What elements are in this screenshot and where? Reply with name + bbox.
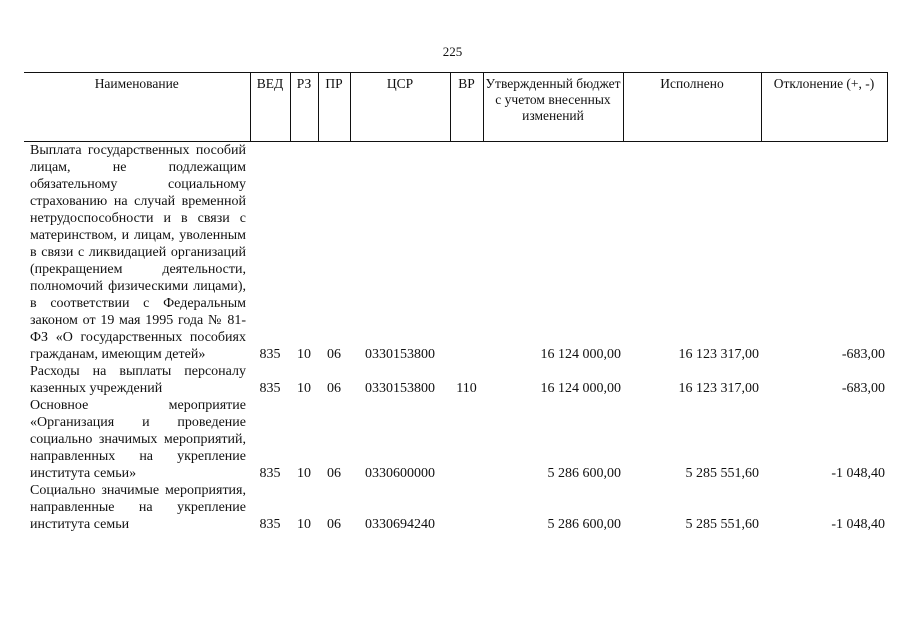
table-row [24, 142, 887, 364]
row-executed: 16 123 317,00 [678, 381, 759, 396]
table-header-row [24, 73, 887, 142]
row-ved: 835 [259, 381, 281, 396]
header-executed: Исполнено [623, 73, 761, 142]
table-row [24, 363, 887, 397]
row-csr: 0330600000 [365, 466, 435, 481]
header-ved: ВЕД [250, 73, 290, 142]
header-rz: РЗ [290, 73, 318, 142]
header-name: Наименование [24, 73, 250, 142]
row-pr: 06 [327, 517, 341, 532]
row-vr [450, 397, 483, 482]
row-name: Социально значимые мероприятия, направленные на укрепление института семьи [30, 483, 246, 532]
row-approved: 16 124 000,00 [540, 347, 621, 362]
row-csr: 0330153800 [365, 381, 435, 396]
row-name: Основное мероприятие «Организация и проведение социально значимых мероприятий, направленных на укрепление института семьи» [30, 398, 246, 481]
row-approved: 5 286 600,00 [547, 517, 621, 532]
row-ved: 835 [259, 517, 281, 532]
row-deviation: -1 048,40 [831, 517, 885, 532]
row-executed: 5 285 551,60 [685, 517, 759, 532]
row-approved: 16 124 000,00 [540, 381, 621, 396]
row-approved: 5 286 600,00 [547, 466, 621, 481]
budget-execution-table [24, 72, 888, 533]
table-row [24, 482, 887, 533]
header-approved: Утвержденный бюджет с учетом внесенных изменений [483, 73, 623, 142]
row-deviation: -683,00 [841, 381, 885, 396]
header-deviation: Отклонение (+, -) [761, 73, 887, 142]
row-rz: 10 [297, 347, 311, 362]
row-executed: 5 285 551,60 [685, 466, 759, 481]
row-deviation: -683,00 [841, 347, 885, 362]
row-pr: 06 [327, 347, 341, 362]
row-name: Расходы на выплаты персоналу казенных учреждений [30, 364, 246, 396]
table-row [24, 397, 887, 482]
row-pr: 06 [327, 381, 341, 396]
row-ved: 835 [259, 466, 281, 481]
row-ved: 835 [259, 347, 281, 362]
header-csr: ЦСР [350, 73, 450, 142]
row-rz: 10 [297, 466, 311, 481]
row-executed: 16 123 317,00 [678, 347, 759, 362]
row-deviation: -1 048,40 [831, 466, 885, 481]
row-name: Выплата государственных пособий лицам, не подлежащим обязательному социальному страхованию на случай временной нетрудоспособности и в связи с материнством, и лицам, уволенным в связи с ликвидацией организаций (прекращением деятельности, полномочий физическими лицами), в соответствии с Федеральным законом от 19 мая 1995 года № 81-ФЗ «О государственных пособиях гражданам, имеющим детей» [30, 143, 246, 362]
row-vr [450, 142, 483, 364]
row-csr: 0330694240 [365, 517, 435, 532]
row-vr [450, 482, 483, 533]
row-csr: 0330153800 [365, 347, 435, 362]
row-rz: 10 [297, 517, 311, 532]
row-vr: 110 [456, 381, 477, 396]
header-vr: ВР [450, 73, 483, 142]
page-number: 225 [442, 44, 463, 59]
row-rz: 10 [297, 381, 311, 396]
row-pr: 06 [327, 466, 341, 481]
header-pr: ПР [318, 73, 350, 142]
